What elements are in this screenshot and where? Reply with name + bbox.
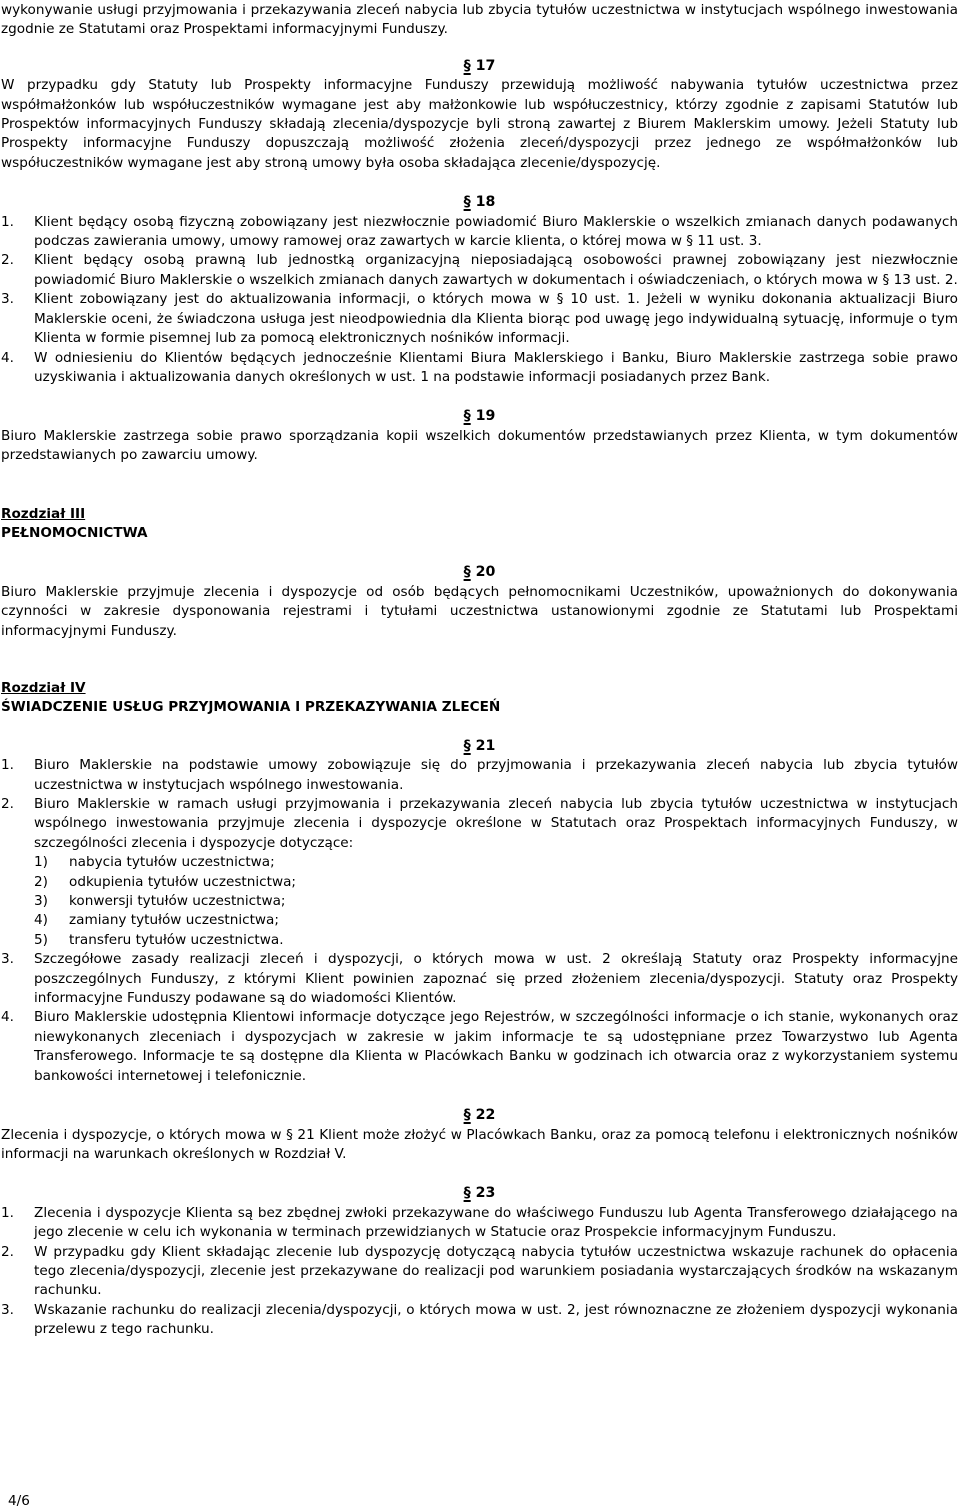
list-item xyxy=(1,1243,958,1301)
item-text: W przypadku gdy Klient składając zlecenie lub dyspozycję dotyczącą nabycia tytułów uczestnictwa wskazuje rachunek do opłacenia tego zlecenia/dyspozycji, zlecenie jest przekazywane do realizacji pod warunkiem posiadania wystarczających środków na wskazanym rachunku. xyxy=(34,1243,958,1299)
sub-item-number: 5) xyxy=(34,931,48,948)
sub-item-text: odkupienia tytułów uczestnictwa; xyxy=(69,873,296,890)
sub-item-number: 2) xyxy=(34,873,48,890)
section-17-heading xyxy=(1,57,958,76)
list-item xyxy=(1,795,958,853)
section-number: 21 xyxy=(475,737,496,754)
paragraph-sign: § xyxy=(463,1185,471,1202)
section-20-text: Biuro Maklerskie przyjmuje zlecenia i dyspozycje od osób będących pełnomocnikami Uczestników, upoważnionych do dokonywania czynności w zakresie dysponowania rejestrami i tytułami uczestnictwa ustanowionymi zgodnie ze Statutami lub Prospektami informacyjnymi Funduszy. xyxy=(1,583,958,639)
section-number: 20 xyxy=(475,564,496,581)
list-item xyxy=(1,950,958,1008)
paragraph-sign: § xyxy=(463,57,471,74)
section-22-heading xyxy=(1,1106,958,1125)
item-number: 2. xyxy=(1,252,14,269)
intro-paragraph: wykonywanie usługi przyjmowania i przekazywania zleceń nabycia lub zbycia tytułów uczestnictwa w instytucjach wspólnego inwestowania zgodnie ze Statutami oraz Prospektami informacyjnymi Funduszy. xyxy=(1,2,958,38)
section-19-text: Biuro Maklerskie zastrzega sobie prawo sporządzania kopii wszelkich dokumentów przedstawianych przez Klienta, w tym dokumentów przedstawianych po zawarciu umowy. xyxy=(1,427,958,464)
item-number: 3. xyxy=(1,1301,14,1318)
item-number: 2. xyxy=(1,1243,14,1260)
section-number: 19 xyxy=(475,408,496,425)
section-20-heading xyxy=(1,563,958,582)
item-number: 4. xyxy=(1,349,14,366)
item-number: 3. xyxy=(1,951,14,968)
chapter-3-label: Rozdział III xyxy=(1,505,86,522)
section-21-heading xyxy=(1,737,958,756)
list-item xyxy=(1,1008,958,1086)
list-item xyxy=(1,251,958,290)
item-text: Klient zobowiązany jest do aktualizowania informacji, o których mowa w § 10 ust. 1. Jeżeli w wyniku dokonania aktualizacji Biuro Maklerskie oceni, że świadczona usługa jest nieodpowiednia dla Klienta biorąc pod uwagę jego indywidualną sytuację, informuje o tym Klienta w formie pisemnej lub za pomocą elektronicznych nośników informacji. xyxy=(34,291,958,347)
item-text: Klient będący osobą prawną lub jednostką organizacyjną nieposiadającą osobowości prawnej zobowiązany jest niezwłocznie powiadomić Biuro Maklerskie o wszelkich zmianach danych zawartych w dokumentach i oświadczeniach, o których mowa w § 13 ust. 2. xyxy=(34,252,958,288)
item-text: Biuro Maklerskie udostępnia Klientowi informacje dotyczące jego Rejestrów, w szczególności informacje o ich stanie, wykonanych oraz niewykonanych zleceniach i dyspozycjach w zakresie w jakim informacje te są udostępniane przez Towarzystwo lub Agenta Transferowego. Informacje te są dostępne dla Klienta w Placówkach Banku w godzinach ich otwarcia oraz z wykorzystaniem systemu bankowości internetowej i telefonicznie. xyxy=(34,1009,958,1084)
sub-list-item xyxy=(1,911,958,930)
section-17-text: W przypadku gdy Statuty lub Prospekty informacyjne Funduszy przewidują możliwość nabywania tytułów uczestnictwa przez współmałżonków lub współuczestników wymagane jest aby małżonkowie lub współuczestnicy, którzy zgodnie z zapisami Statutów lub Prospektów informacyjnych Funduszy składają zlecenia/dyspozycje byli stroną zawartej z Biurem Maklerskim umowy. Jeżeli Statuty lub Prospekty informacyjne Funduszy dopuszczają możliwość złożenia zleceń/dyspozycji przez jednego ze współmałżonków lub współuczestników wymagane jest aby stroną umowy była osoba składająca zlecenie/dyspozycję. xyxy=(1,77,958,171)
item-text: Klient będący osobą fizyczną zobowiązany jest niezwłocznie powiadomić Biuro Maklerskie o wszelkich zmianach danych podawanych podczas zawierania umowy, umowy ramowej oraz zawartych w karcie klienta, o której mowa w § 11 ust. 3. xyxy=(34,213,958,250)
document-page xyxy=(1,1,958,1340)
sub-list-item xyxy=(1,873,958,892)
item-number: 3. xyxy=(1,291,14,308)
item-number: 4. xyxy=(1,1009,14,1026)
item-text: Zlecenia i dyspozycje Klienta są bez zbędnej zwłoki przekazywane do właściwego Funduszu lub Agenta Transferowego działającego na jego zlecenie w celu ich wykonania w terminach przewidzianych w Statucie oraz Prospekcie informacyjnym Funduszu. xyxy=(34,1204,958,1241)
section-23-heading xyxy=(1,1184,958,1203)
chapter-4-label: Rozdział IV xyxy=(1,679,86,696)
section-number: 18 xyxy=(475,194,496,211)
list-item xyxy=(1,213,958,252)
item-text: Biuro Maklerskie na podstawie umowy zobowiązuje się do przyjmowania i przekazywania zleceń nabycia lub zbycia tytułów uczestnictwa w instytucjach wspólnego inwestowania. xyxy=(34,757,958,793)
section-19-heading xyxy=(1,407,958,426)
list-item xyxy=(1,1204,958,1243)
section-22-text: Zlecenia i dyspozycje, o których mowa w § 21 Klient może złożyć w Placówkach Banku, oraz za pomocą telefonu i elektronicznych nośników informacji na warunkach określonych w Rozdział V. xyxy=(1,1126,958,1162)
list-item xyxy=(1,756,958,795)
paragraph-sign: § xyxy=(463,408,471,425)
sub-item-number: 3) xyxy=(34,893,48,910)
chapter-4-title: ŚWIADCZENIE USŁUG PRZYJMOWANIA I PRZEKAZYWANIA ZLECEŃ xyxy=(1,699,501,716)
paragraph-sign: § xyxy=(463,564,471,581)
item-number: 1. xyxy=(1,213,14,230)
item-number: 1. xyxy=(1,1204,14,1221)
sub-item-number: 4) xyxy=(34,912,48,929)
section-number: 23 xyxy=(475,1185,496,1202)
sub-item-text: nabycia tytułów uczestnictwa; xyxy=(69,854,275,871)
page-number: 4/6 xyxy=(8,1493,30,1509)
sub-list-item xyxy=(1,892,958,911)
sub-list-item xyxy=(1,931,958,950)
item-text: Szczegółowe zasady realizacji zleceń i dyspozycji, o których mowa w ust. 2 określają Statuty oraz Prospekty informacyjne poszczególnych Funduszy, z którymi Klient powinien zapoznać się przed złożeniem zlecenia/dyspozycji. Statuty oraz Prospekty informacyjne Funduszy podawane są do wiadomości Klientów. xyxy=(34,951,958,1007)
item-number: 1. xyxy=(1,757,14,774)
item-number: 2. xyxy=(1,796,14,812)
sub-list-item xyxy=(1,853,958,872)
sub-item-number: 1) xyxy=(34,854,48,871)
sub-item-text: zamiany tytułów uczestnictwa; xyxy=(69,912,279,929)
chapter-3-title: PEŁNOMOCNICTWA xyxy=(1,524,148,541)
item-text: Wskazanie rachunku do realizacji zlecenia/dyspozycji, o których mowa w ust. 2, jest równoznaczne ze złożeniem dyspozycji wykonania przelewu z tego rachunku. xyxy=(34,1301,958,1338)
item-text: Biuro Maklerskie w ramach usługi przyjmowania i przekazywania zleceń nabycia lub zbycia tytułów uczestnictwa w instytucjach wspólnego inwestowania przyjmuje zlecenia i dyspozycje określone w Statutach oraz Prospektach informacyjnych Funduszy, w szczególności zlecenia i dyspozycje dotyczące: xyxy=(34,796,958,851)
paragraph-sign: § xyxy=(463,194,471,211)
list-item xyxy=(1,349,958,388)
paragraph-sign: § xyxy=(463,1107,471,1124)
list-item xyxy=(1,1301,958,1340)
sub-item-text: konwersji tytułów uczestnictwa; xyxy=(69,893,286,910)
paragraph-sign: § xyxy=(463,737,471,754)
item-text: W odniesieniu do Klientów będących jednocześnie Klientami Biura Maklerskiego i Banku, Biuro Maklerskie zastrzega sobie prawo uzyskiwania i aktualizowania danych określonych w ust. 1 na podstawie informacji posiadanych przez Bank. xyxy=(34,349,958,385)
section-number: 17 xyxy=(475,57,496,74)
sub-item-text: transferu tytułów uczestnictwa. xyxy=(69,931,284,948)
list-item xyxy=(1,290,958,348)
section-18-heading xyxy=(1,193,958,212)
section-number: 22 xyxy=(475,1107,496,1124)
